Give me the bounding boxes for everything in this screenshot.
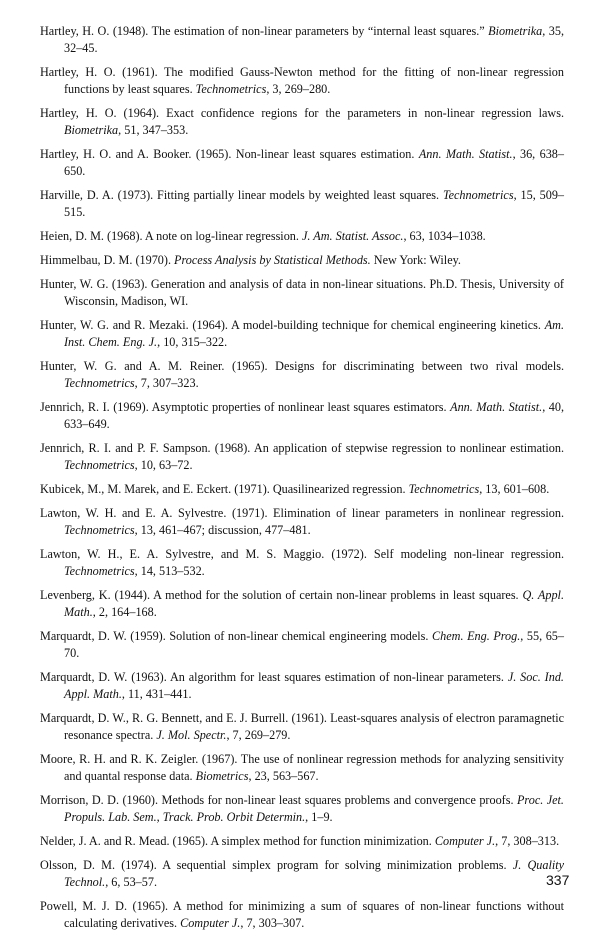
reference-details: , 7, 308–313. bbox=[495, 834, 560, 848]
reference-source: Technometrics bbox=[408, 482, 480, 496]
reference-source: Chem. Eng. Prog. bbox=[432, 629, 521, 643]
reference-details: , 11, 431–441. bbox=[121, 687, 192, 701]
reference-details: New York: Wiley. bbox=[370, 253, 461, 267]
reference-text: Levenberg, K. (1944). A method for the solution of certain non-linear problems in least squares. bbox=[40, 588, 523, 602]
reference-entry bbox=[40, 833, 564, 850]
reference-text: Hartley, H. O. (1964). Exact confidence regions for the parameters in non-linear regression laws. bbox=[40, 106, 564, 120]
reference-entry bbox=[40, 710, 564, 744]
reference-source: Am. Inst. Chem. Eng. J. bbox=[64, 318, 564, 349]
reference-text: Marquardt, D. W. (1959). Solution of non-linear chemical engineering models. bbox=[40, 629, 433, 643]
reference-entry bbox=[40, 276, 564, 310]
reference-text: Nelder, J. A. and R. Mead. (1965). A simplex method for function minimization. bbox=[40, 834, 435, 848]
reference-entry bbox=[40, 751, 564, 785]
reference-details: , 10, 63–72. bbox=[134, 458, 193, 472]
reference-source: Biometrika bbox=[488, 24, 543, 38]
reference-source: Ann. Math. Statist. bbox=[450, 400, 543, 414]
reference-text: Hartley, H. O. (1948). The estimation of non-linear parameters by “internal least squares.” bbox=[40, 24, 489, 38]
reference-details: , 35, 32–45. bbox=[64, 24, 565, 55]
reference-source: Technometrics bbox=[64, 564, 135, 578]
reference-entry bbox=[40, 792, 564, 826]
reference-source: J. Quality Technol. bbox=[64, 858, 565, 889]
reference-text: Hartley, H. O. (1961). The modified Gauss-Newton method for the fitting of non-linear regression functions by least squares. bbox=[40, 65, 564, 96]
reference-source: Ann. Math. Statist. bbox=[418, 147, 513, 161]
reference-text: Hunter, W. G. and A. M. Reiner. (1965). Designs for discriminating between two rival models. bbox=[40, 359, 564, 373]
reference-text: Jennrich, R. I. and P. F. Sampson. (1968). An application of stepwise regression to nonlinear estimation. bbox=[40, 441, 564, 455]
reference-entry bbox=[40, 187, 564, 221]
reference-details: , 7, 307–323. bbox=[134, 376, 199, 390]
reference-text: Powell, M. J. D. (1965). A method for minimizing a sum of squares of non-linear functions without calculating derivatives. bbox=[40, 899, 564, 930]
reference-entry bbox=[40, 228, 564, 245]
reference-details: , 1–9. bbox=[305, 810, 333, 824]
reference-entry bbox=[40, 252, 564, 269]
reference-text: Heien, D. M. (1968). A note on log-linear regression. bbox=[40, 229, 302, 243]
reference-entry bbox=[40, 399, 564, 433]
reference-entry bbox=[40, 358, 564, 392]
reference-details: , 13, 461–467; discussion, 477–481. bbox=[134, 523, 311, 537]
reference-details: , 7, 303–307. bbox=[240, 916, 305, 930]
reference-entry bbox=[40, 105, 564, 139]
reference-source: Computer J. bbox=[180, 916, 241, 930]
reference-entry bbox=[40, 546, 564, 580]
reference-details: , 36, 638–650. bbox=[64, 147, 564, 178]
reference-source: Technometrics bbox=[64, 523, 135, 537]
reference-text: Kubicek, M., M. Marek, and E. Eckert. (1971). Quasilinearized regression. bbox=[40, 482, 409, 496]
reference-source: Technometrics bbox=[64, 376, 135, 390]
reference-source: Technometrics bbox=[195, 82, 267, 96]
reference-details: , 7, 269–279. bbox=[226, 728, 291, 742]
reference-entry bbox=[40, 146, 564, 180]
reference-source: J. Mol. Spectr. bbox=[156, 728, 227, 742]
reference-source: Computer J. bbox=[434, 834, 496, 848]
reference-text: Marquardt, D. W. (1963). An algorithm for least squares estimation of non-linear parameters. bbox=[40, 670, 508, 684]
reference-source: J. Am. Statist. Assoc. bbox=[301, 229, 404, 243]
reference-text: Moore, R. H. and R. K. Zeigler. (1967). The use of nonlinear regression methods for analyzing sensitivity and quantal response data. bbox=[40, 752, 564, 783]
reference-entry bbox=[40, 628, 564, 662]
page-number: 337 bbox=[546, 872, 570, 888]
reference-source: Biometrics bbox=[195, 769, 249, 783]
reference-text: Hartley, H. O. and A. Booker. (1965). Non-linear least squares estimation. bbox=[40, 147, 419, 161]
reference-details: , 14, 513–532. bbox=[134, 564, 205, 578]
reference-source: Process Analysis by Statistical Methods. bbox=[174, 253, 371, 267]
reference-text: Olsson, D. M. (1974). A sequential simplex program for solving minimization problems. bbox=[40, 858, 513, 872]
reference-text: Himmelbau, D. M. (1970). bbox=[40, 253, 175, 267]
reference-source: Q. Appl. Math. bbox=[64, 588, 564, 619]
reference-source: Proc. Jet. Propuls. Lab. Sem., Track. Prob. Orbit Determin. bbox=[64, 793, 564, 824]
reference-text: Lawton, W. H., E. A. Sylvestre, and M. S. Maggio. (1972). Self modeling non-linear regression. bbox=[40, 547, 564, 561]
reference-details: , 63, 1034–1038. bbox=[403, 229, 486, 243]
reference-details: , 23, 563–567. bbox=[248, 769, 319, 783]
reference-details: , 13, 601–608. bbox=[479, 482, 550, 496]
reference-source: Biometrika bbox=[64, 123, 119, 137]
reference-text: Morrison, D. D. (1960). Methods for non-linear least squares problems and convergence proofs. bbox=[40, 793, 517, 807]
reference-entry bbox=[40, 505, 564, 539]
reference-entry bbox=[40, 23, 564, 57]
reference-text: Jennrich, R. I. (1969). Asymptotic properties of nonlinear least squares estimators. bbox=[40, 400, 451, 414]
reference-details: , 51, 347–353. bbox=[118, 123, 189, 137]
reference-entry bbox=[40, 64, 564, 98]
reference-details: , 55, 65–70. bbox=[64, 629, 564, 660]
reference-details: , 6, 53–57. bbox=[105, 875, 157, 889]
reference-entry bbox=[40, 317, 564, 351]
reference-entry bbox=[40, 857, 564, 891]
reference-source: Technometrics bbox=[442, 188, 514, 202]
reference-entry bbox=[40, 669, 564, 703]
reference-entry bbox=[40, 440, 564, 474]
reference-list bbox=[40, 23, 564, 939]
reference-entry bbox=[40, 587, 564, 621]
reference-text: Harville, D. A. (1973). Fitting partially linear models by weighted least squares. bbox=[40, 188, 443, 202]
reference-text: Marquardt, D. W., R. G. Bennett, and E. J. Burrell. (1961). Least-squares analysis of electron paramagnetic resonance spectra. bbox=[40, 711, 564, 742]
reference-source: Technometrics bbox=[64, 458, 135, 472]
reference-text: Hunter, W. G. and R. Mezaki. (1964). A model-building technique for chemical engineering kinetics. bbox=[40, 318, 545, 332]
reference-details: , 40, 633–649. bbox=[64, 400, 564, 431]
reference-details: , 3, 269–280. bbox=[266, 82, 331, 96]
reference-text: Lawton, W. H. and E. A. Sylvestre. (1971). Elimination of linear parameters in nonlinear regression. bbox=[40, 506, 564, 520]
reference-entry bbox=[40, 481, 564, 498]
reference-text: Hunter, W. G. (1963). Generation and analysis of data in non-linear situations. Ph.D. Thesis, University of Wisconsin, Madison, WI. bbox=[40, 277, 564, 308]
reference-details: , 2, 164–168. bbox=[92, 605, 157, 619]
reference-source: J. Soc. Ind. Appl. Math. bbox=[64, 670, 564, 701]
reference-details: , 10, 315–322. bbox=[157, 335, 228, 349]
reference-details: , 15, 509–515. bbox=[64, 188, 565, 219]
